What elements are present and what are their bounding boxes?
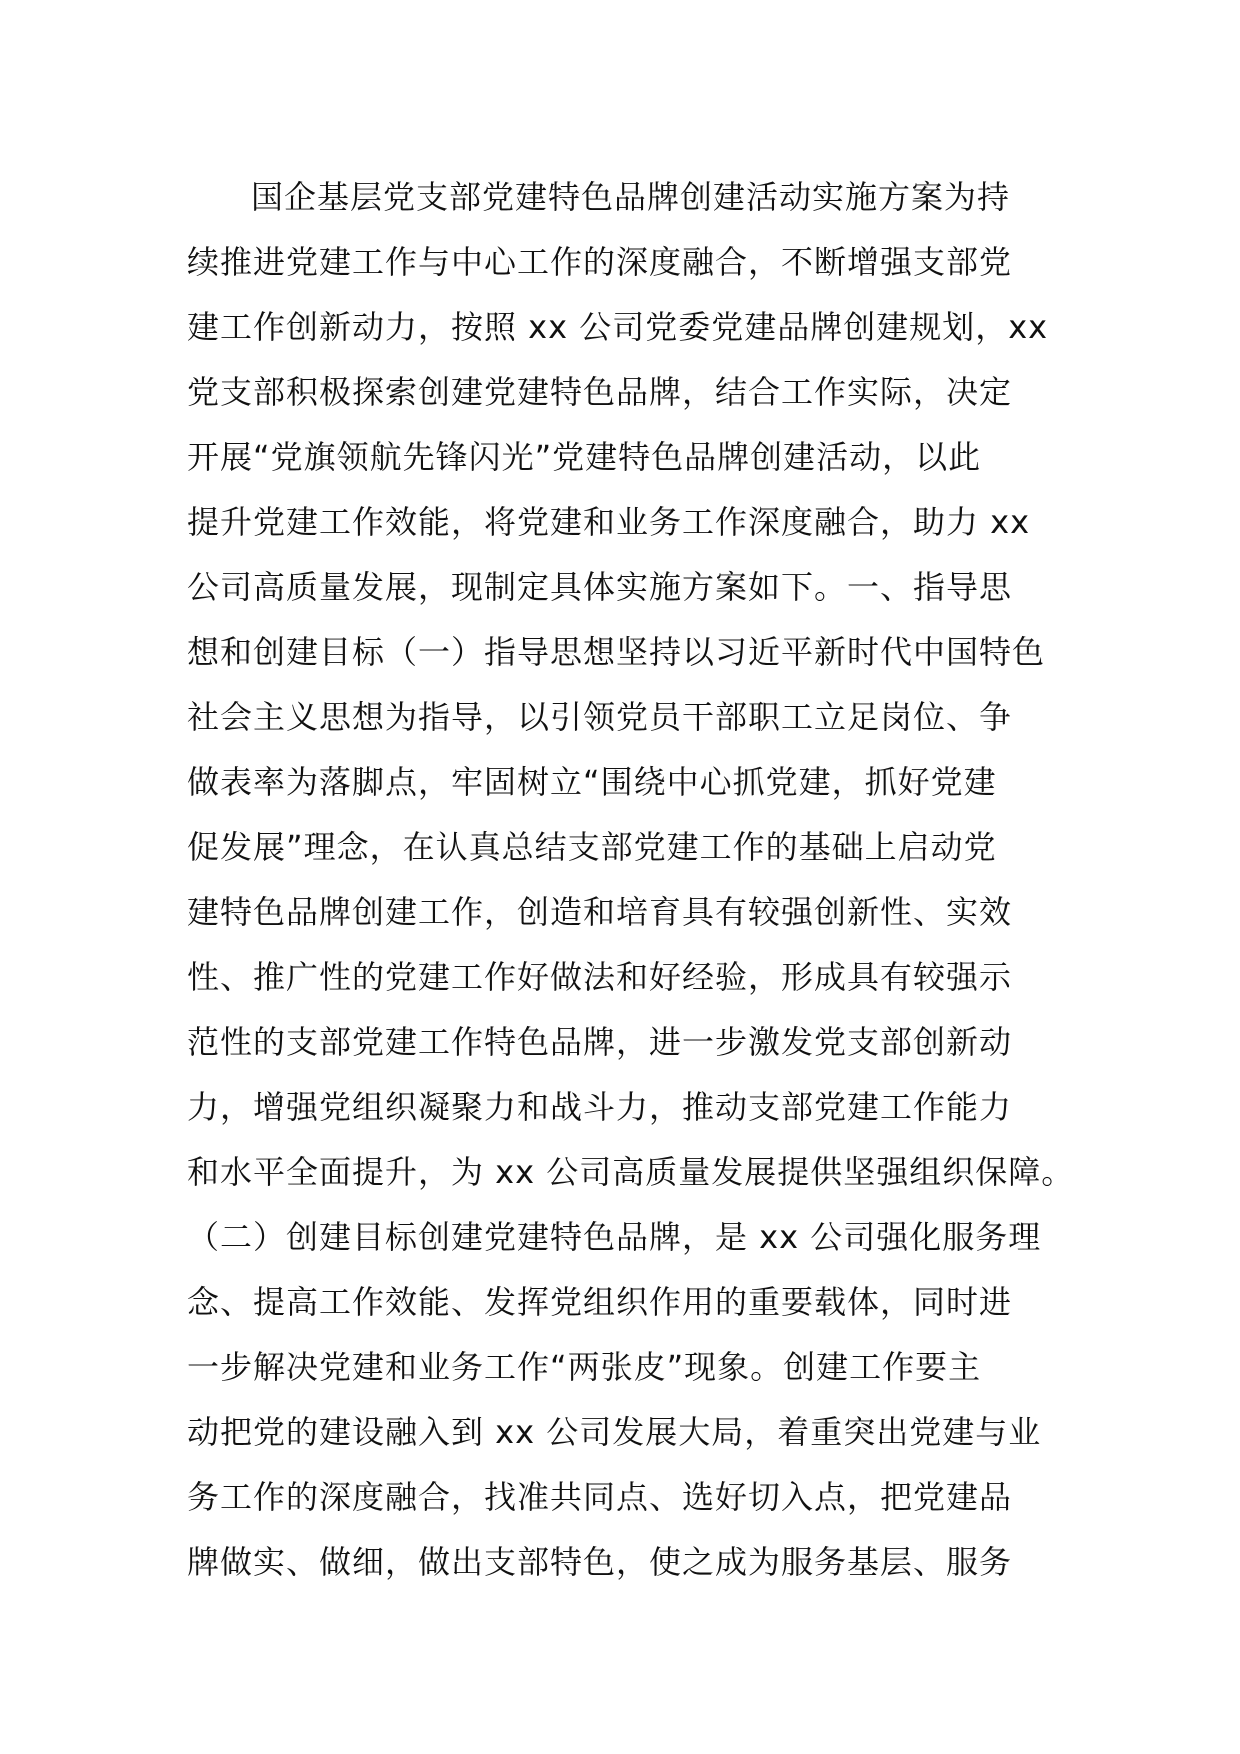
text-line: 建工作创新动力，按照 xx 公司党委党建品牌创建规划，xx bbox=[187, 308, 1049, 346]
text-line: 公司高质量发展，现制定具体实施方案如下。一、指导思 bbox=[187, 568, 1013, 606]
text-line: 和水平全面提升，为 xx 公司高质量发展提供坚强组织保障。 bbox=[187, 1153, 1075, 1191]
text-line: 社会主义思想为指导，以引领党员干部职工立足岗位、争 bbox=[187, 698, 1013, 736]
text-line: 续推进党建工作与中心工作的深度融合，不断增强支部党 bbox=[187, 243, 1013, 281]
text-line: 做表率为落脚点，牢固树立“围绕中心抓党建，抓好党建 bbox=[187, 763, 997, 801]
text-line: 牌做实、做细，做出支部特色，使之成为服务基层、服务 bbox=[187, 1543, 1013, 1581]
text-line: 提升党建工作效能，将党建和业务工作深度融合，助力 xx bbox=[187, 503, 1031, 541]
body-paragraph bbox=[187, 165, 1075, 1595]
text-line: 务工作的深度融合，找准共同点、选好切入点，把党建品 bbox=[187, 1478, 1013, 1516]
text-line: 范性的支部党建工作特色品牌，进一步激发党支部创新动 bbox=[187, 1023, 1013, 1061]
text-line: 建特色品牌创建工作，创造和培育具有较强创新性、实效 bbox=[187, 893, 1013, 931]
text-line: 性、推广性的党建工作好做法和好经验，形成具有较强示 bbox=[187, 958, 1013, 996]
text-line: 想和创建目标（一）指导思想坚持以习近平新时代中国特色 bbox=[187, 633, 1046, 671]
text-line: 一步解决党建和业务工作“两张皮”现象。创建工作要主 bbox=[187, 1348, 982, 1386]
text-line: （二）创建目标创建党建特色品牌，是 xx 公司强化服务理 bbox=[187, 1218, 1042, 1256]
text-line: 动把党的建设融入到 xx 公司发展大局，着重突出党建与业 bbox=[187, 1413, 1042, 1451]
text-line: 开展“党旗领航先锋闪光”党建特色品牌创建活动，以此 bbox=[187, 438, 982, 476]
text-line: 党支部积极探索创建党建特色品牌，结合工作实际，决定 bbox=[187, 373, 1013, 411]
text-line: 念、提高工作效能、发挥党组织作用的重要载体，同时进 bbox=[187, 1283, 1013, 1321]
text-line: 力，增强党组织凝聚力和战斗力，推动支部党建工作能力 bbox=[187, 1088, 1013, 1126]
text-line: 国企基层党支部党建特色品牌创建活动实施方案为持 bbox=[251, 178, 1011, 216]
text-line: 促发展”理念，在认真总结支部党建工作的基础上启动党 bbox=[187, 828, 997, 866]
